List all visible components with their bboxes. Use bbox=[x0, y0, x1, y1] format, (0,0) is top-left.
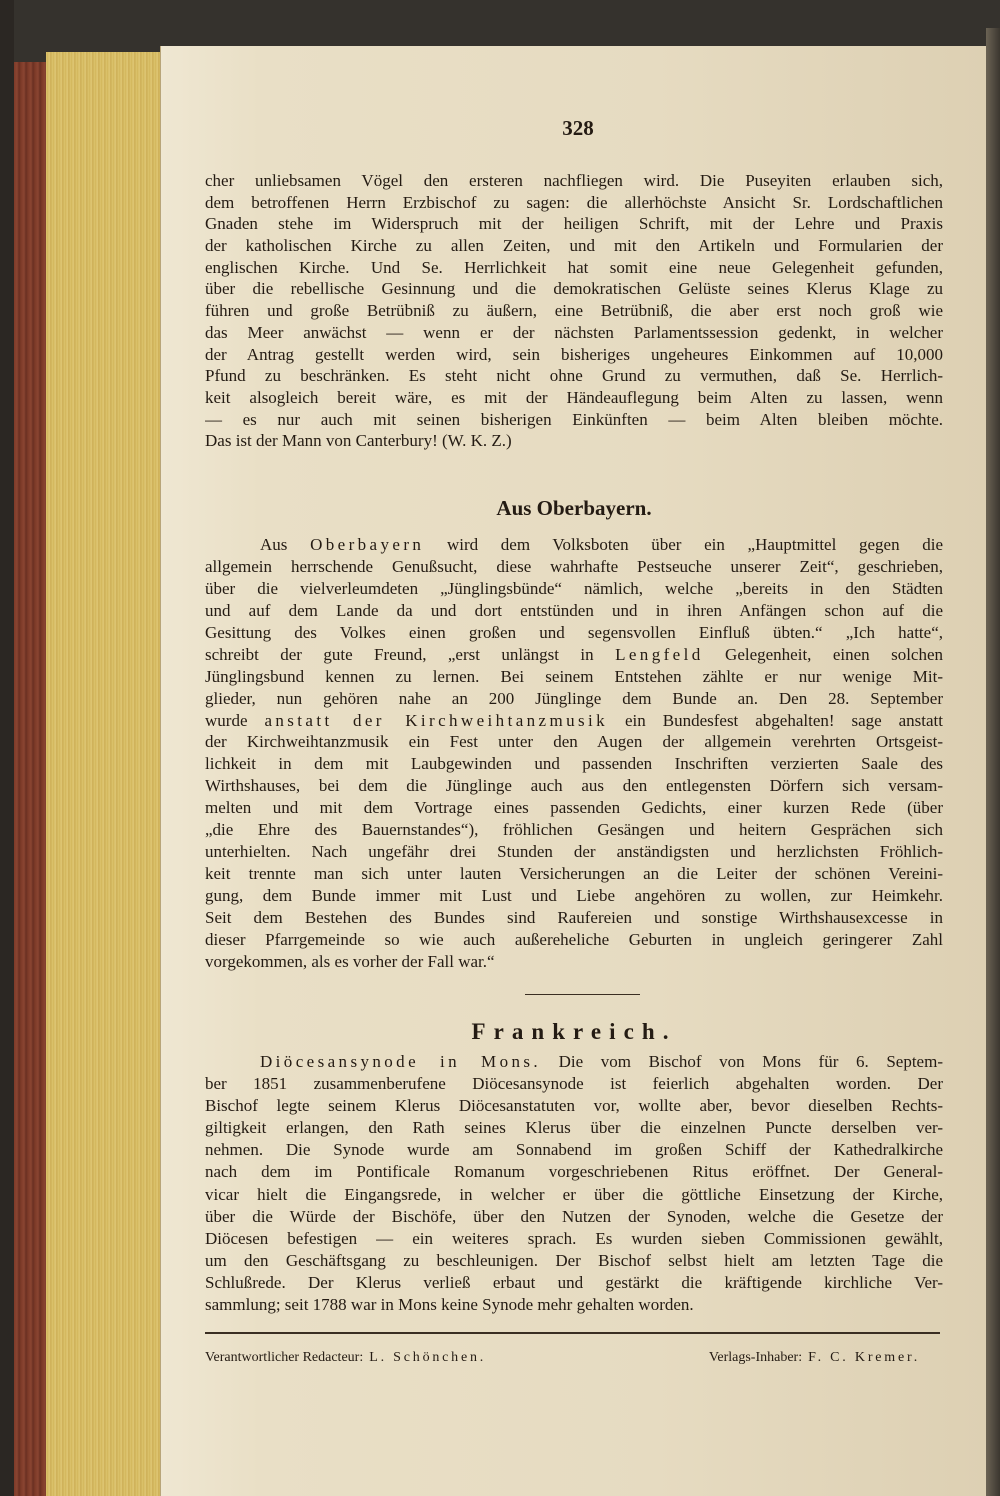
line-text: über die vielverleumdeten „Jünglingsbünde“ nämlich, welche „bereits in den Städten bbox=[205, 578, 943, 598]
line-text: vicar hielt die Eingangsrede, in welcher er über die göttliche Einsetzung der Kirche, bbox=[205, 1184, 943, 1204]
text-line bbox=[205, 731, 943, 753]
text-line bbox=[205, 387, 943, 409]
line-text: schreibt der gute Freund, „erst unlängst in bbox=[205, 644, 616, 664]
line-text: der Kirchweihtanzmusik ein Fest unter den Augen der allgemein verehrten Ortsgeist- bbox=[205, 732, 943, 752]
line-text: sammlung; seit 1788 war in Mons keine Synode mehr gehalten worden. bbox=[205, 1295, 694, 1315]
text-line bbox=[205, 213, 943, 235]
line-text: Jünglingsbund kennen zu lernen. Bei seinem Entstehen zählte er nur wenige Mit- bbox=[205, 666, 943, 686]
line-text: allgemein herrschende Genußsucht, diese wahrhafte Pestseuche unserer Zeit“, geschrieben, bbox=[205, 556, 943, 576]
line-text: giltigkeit erlangen, den Rath seines Klerus über die einzelnen Puncte derselben ver- bbox=[205, 1118, 943, 1138]
text-line bbox=[205, 885, 943, 907]
line-text: keit alsogleich bereit wäre, es mit der Händeauflegung beim Alten zu lassen, wenn bbox=[205, 387, 943, 407]
line-text: Aus bbox=[260, 535, 311, 554]
footer-rule bbox=[205, 1332, 940, 1334]
text-line bbox=[205, 1228, 943, 1250]
text-line bbox=[205, 907, 943, 929]
line-text: cher unliebsamen Vögel den ersteren nachfliegen wird. Die Puseyiten erlauben sich, bbox=[205, 171, 943, 190]
text-line bbox=[205, 666, 943, 688]
line-text: vorgekommen, als es vorher der Fall war.“ bbox=[205, 951, 495, 971]
publisher-name: F. C. Kremer. bbox=[808, 1350, 920, 1365]
line-text: der Antrag gestellt werden wird, sein bisheriges ungeheures Einkommen auf 10,000 bbox=[205, 344, 943, 364]
line-text: und auf dem Lande da und dort entstünden und in ihren Anfängen schon auf die bbox=[205, 600, 943, 620]
text-line bbox=[205, 929, 943, 951]
text-line bbox=[205, 710, 943, 732]
article-oberbayern bbox=[205, 534, 943, 973]
text-line bbox=[205, 863, 943, 885]
editor-credit bbox=[205, 1348, 486, 1368]
text-line bbox=[205, 644, 943, 666]
text-line bbox=[205, 322, 943, 344]
line-text: dieser Pfarrgemeinde so wie auch außereheliche Geburten in ungleich geringerer Zahl bbox=[205, 929, 943, 949]
line-text: Seit dem Bestehen des Bundes sind Raufereien und sonstige Wirthshausexcesse in bbox=[205, 907, 943, 927]
text-line bbox=[205, 257, 943, 279]
section-heading-frankreich: Frankreich. bbox=[471, 1019, 677, 1044]
line-text: Gesittung des Volkes einen großen und segensvollen Einfluß übten.“ „Ich hatte“, bbox=[205, 622, 943, 642]
line-text: wurde bbox=[205, 710, 265, 730]
text-line bbox=[205, 409, 943, 431]
text-line bbox=[205, 1117, 943, 1139]
text-line bbox=[205, 1184, 943, 1206]
text-line bbox=[205, 556, 943, 578]
text-line bbox=[205, 951, 943, 973]
line-text: unterhielten. Nach ungefähr drei Stunden der anständigsten und herzlichsten Fröhlich- bbox=[205, 842, 943, 862]
text-line bbox=[205, 1073, 943, 1095]
line-text: dem betroffenen Herrn Erzbischof zu sagen: die allerhöchste Ansicht Sr. Lordschaftlichen bbox=[205, 192, 943, 212]
line-text: Bischof legte seinem Klerus Diöcesanstatuten vor, wollte aber, bevor dieselben Rechts- bbox=[205, 1096, 943, 1116]
text-line bbox=[205, 578, 943, 600]
line-text: wird dem Volksboten über ein „Hauptmittel gegen die bbox=[424, 535, 943, 554]
line-text: keit trennte man sich unter lauten Versicherungen an die Leiter der schönen Vereini- bbox=[205, 864, 943, 884]
text-line bbox=[205, 600, 943, 622]
text-line bbox=[205, 1250, 943, 1272]
line-text: lichkeit in dem mit Laubgewinden und passenden Inschriften verzierten Saale des bbox=[205, 754, 943, 774]
text-line bbox=[205, 688, 943, 710]
editor-name: L. Schönchen. bbox=[369, 1350, 487, 1365]
text-line bbox=[205, 235, 943, 257]
line-text: ein Bundesfest abgehalten! sage anstatt bbox=[608, 710, 943, 730]
page-right-edge bbox=[986, 28, 1000, 1496]
text-line bbox=[205, 1051, 943, 1073]
article-continuation bbox=[205, 170, 943, 452]
section-heading-oberbayern: Aus Oberbayern. bbox=[496, 496, 652, 520]
text-line bbox=[205, 344, 943, 366]
line-text: Gelegenheit, einen solchen bbox=[703, 644, 943, 664]
text-line bbox=[205, 753, 943, 775]
text-line bbox=[205, 430, 943, 452]
section-divider bbox=[525, 994, 640, 995]
publisher-label: Verlags-Inhaber: bbox=[708, 1350, 803, 1365]
article-frankreich bbox=[205, 1051, 943, 1316]
text-line bbox=[205, 170, 943, 192]
line-text: — es nur auch mit seinen bisherigen Einkünften — beim Alten bleiben möchte. bbox=[205, 409, 943, 429]
line-text: nach dem im Pontificale Romanum vorgeschriebenen Ritus eröffnet. Der General- bbox=[205, 1162, 943, 1182]
emphasized-text: anstatt der Kirchweihtanzmusik bbox=[264, 710, 609, 730]
line-text: der katholischen Kirche zu allen Zeiten, und mit den Artikeln und Formularien der bbox=[205, 236, 943, 256]
text-line bbox=[205, 1206, 943, 1228]
line-text: über die rebellische Gesinnung und die demokratischen Gelüste seines Klerus Klage zu bbox=[205, 279, 943, 299]
publisher-credit bbox=[709, 1348, 920, 1368]
text-line bbox=[205, 1272, 943, 1294]
text-line bbox=[205, 1139, 943, 1161]
text-line bbox=[205, 192, 943, 214]
text-line bbox=[205, 1095, 943, 1117]
text-line bbox=[205, 819, 943, 841]
page-number: 328 bbox=[562, 116, 594, 140]
book-binding-edge bbox=[14, 62, 46, 1496]
emphasized-text: Lengfeld bbox=[615, 644, 704, 664]
line-text: melten und mit dem Vortrage eines passenden Gedichts, einer kurzen Rede (über bbox=[205, 798, 943, 818]
line-text: gung, dem Bunde immer mit Lust und Liebe angehören zu wollen, zur Heimkehr. bbox=[205, 886, 943, 905]
line-text: Pfund zu beschränken. Es steht nicht ohne Grund zu vermuthen, daß Se. Herrlich- bbox=[205, 366, 943, 386]
editor-label: Verantwortlicher Redacteur: bbox=[205, 1350, 364, 1365]
line-text: führen und große Betrübniß zu äußern, eine Betrübniß, die aber erst noch groß wie bbox=[205, 301, 943, 321]
line-text: Diöcesen befestigen — ein weiteres sprach. Es wurden sieben Commissionen gewählt, bbox=[205, 1228, 943, 1248]
line-text: Wirthshauses, bei dem die Jünglinge auch aus den entlegensten Dörfern sich versam- bbox=[205, 776, 943, 796]
text-line bbox=[205, 841, 943, 863]
line-text: Das ist der Mann von Canterbury! (W. K. Z.) bbox=[205, 431, 512, 451]
text-line bbox=[205, 775, 943, 797]
text-line bbox=[205, 1294, 943, 1316]
line-text: über die Würde der Bischöfe, über den Nutzen der Synoden, welche die Gesetze der bbox=[205, 1206, 943, 1226]
text-line bbox=[205, 300, 943, 322]
emphasized-text: Diöcesansynode in Mons. bbox=[260, 1052, 542, 1071]
line-text: ber 1851 zusammenberufene Diöcesansynode ist feierlich abgehalten worden. Der bbox=[205, 1074, 943, 1094]
text-line bbox=[205, 797, 943, 819]
line-text: Schlußrede. Der Klerus verließ erbaut und gestärkt die kräftigende kirchliche Ver- bbox=[205, 1272, 943, 1292]
text-line bbox=[205, 1161, 943, 1183]
text-line bbox=[205, 622, 943, 644]
line-text: nehmen. Die Synode wurde am Sonnabend im großen Schiff der Kathedralkirche bbox=[205, 1140, 943, 1160]
emphasized-text: Oberbayern bbox=[310, 535, 425, 554]
text-line bbox=[205, 278, 943, 300]
text-line bbox=[205, 365, 943, 387]
line-text: Die vom Bischof von Mons für 6. Septem- bbox=[541, 1052, 943, 1071]
line-text: Gnaden stehe im Widerspruch mit der heiligen Schrift, mit der Lehre und Praxis bbox=[205, 214, 943, 234]
line-text: englischen Kirche. Und Se. Herrlichkeit hat somit eine neue Gelegenheit gefunden, bbox=[205, 257, 943, 277]
line-text: „die Ehre des Bauernstandes“), fröhlichen Gesängen und heitern Gesprächen sich bbox=[205, 820, 943, 840]
line-text: um den Geschäftsgang zu beschleunigen. Der Bischof selbst hielt am letzten Tage die bbox=[205, 1250, 943, 1270]
text-line bbox=[205, 534, 943, 556]
line-text: glieder, nun gehören nahe an 200 Jünglinge dem Bunde an. Den 28. September bbox=[205, 688, 943, 708]
background-edge bbox=[0, 0, 14, 1496]
line-text: das Meer anwächst — wenn er der nächsten Parlamentssession gedenkt, in welcher bbox=[205, 322, 943, 342]
book-fore-edge bbox=[46, 52, 160, 1496]
